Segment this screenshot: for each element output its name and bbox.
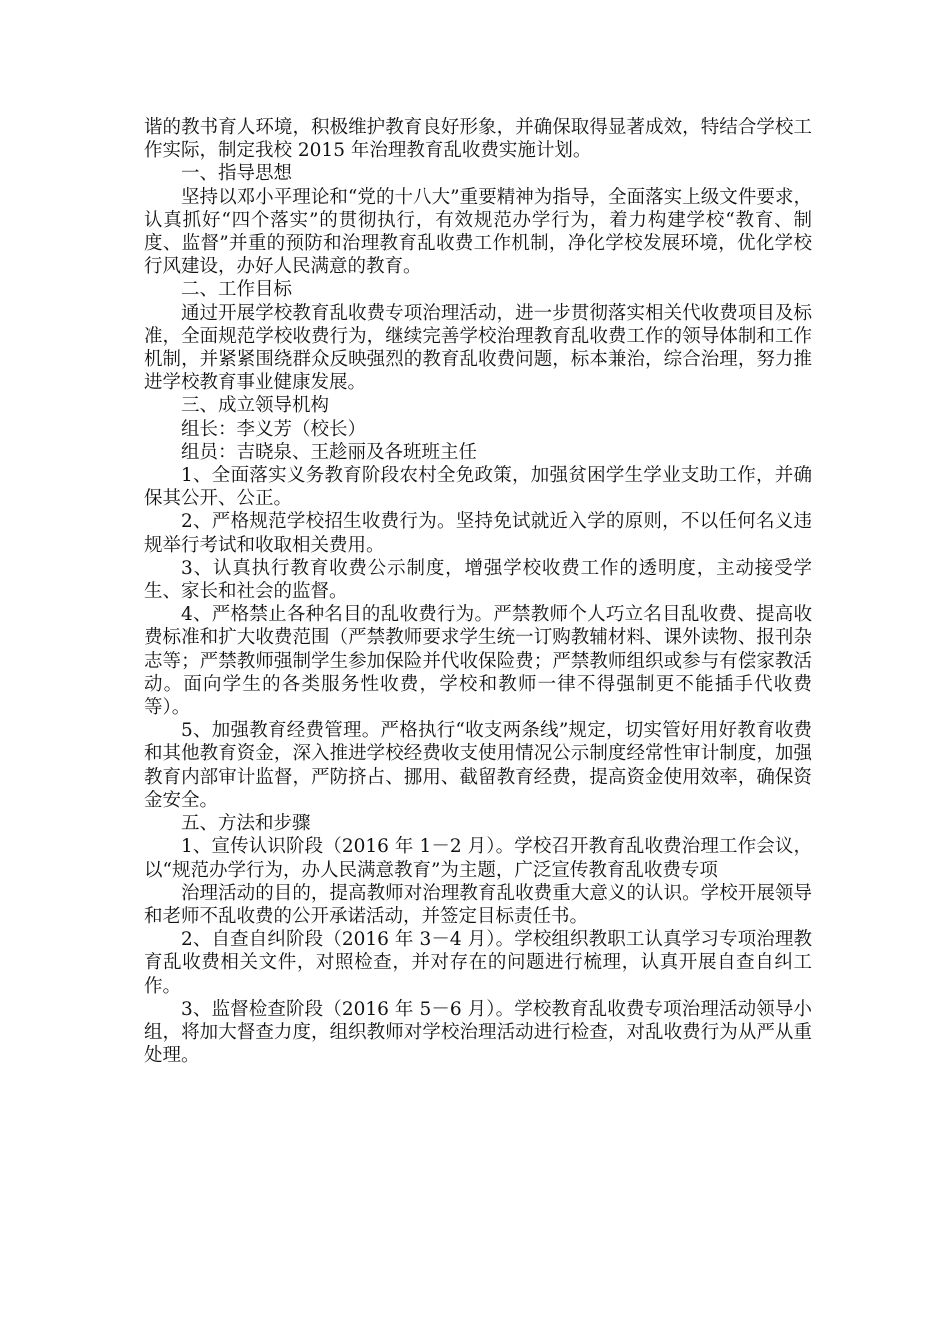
- step-1-continued: 治理活动的目的，提高教师对治理教育乱收费重大意义的认识。学校开展领导和老师不乱收费的公开承诺活动，并签定目标责任书。: [144, 882, 812, 927]
- step-3-supervision: 3、监督检查阶段（2016 年 5－6 月）。学校教育乱收费专项治理活动领导小组，将加大督查力度，组织教师对学校治理活动进行检查，对乱收费行为从严从重处理。: [144, 998, 812, 1067]
- heading-guiding-ideology: 一、指导思想: [181, 163, 293, 185]
- list-item-4: 4、严格禁止各种名目的乱收费行为。严禁教师个人巧立名目乱收费、提高收费标准和扩大收费范围（严禁教师要求学生统一订购教辅材料、课外读物、报刊杂志等；严禁教师强制学生参加保险并代收保险费；严禁教师组织或参与有偿家教活动。面向学生的各类服务性收费，学校和教师一律不得强制更不能插手代收费等）。: [144, 604, 812, 719]
- heading-work-goals: 二、工作目标: [181, 279, 293, 301]
- step-2-self-check: 2、自查自纠阶段（2016 年 3－4 月）。学校组织教职工认真学习专项治理教育乱收费相关文件，对照检查，并对存在的问题进行梳理，认真开展自查自纠工作。: [144, 929, 812, 997]
- heading-methods-steps: 五、方法和步骤: [181, 813, 311, 835]
- list-item-1: 1、全面落实义务教育阶段农村全免政策，加强贫困学生学业支助工作，并确保其公开、公正。: [144, 465, 812, 510]
- paragraph-team-leader: 组长：李义芳（校长）: [181, 418, 367, 440]
- list-item-3: 3、认真执行教育收费公示制度，增强学校收费工作的透明度，主动接受学生、家长和社会的监督。: [144, 557, 812, 603]
- document-page: [144, 116, 812, 1067]
- heading-leadership: 三、成立领导机构: [181, 395, 330, 417]
- paragraph-intro-continued: 谐的教书育人环境，积极维护教育良好形象，并确保取得显著成效，特结合学校工作实际，制定我校 2015 年治理教育乱收费实施计划。: [144, 117, 812, 162]
- list-item-2: 2、严格规范学校招生收费行为。坚持免试就近入学的原则，不以任何名义违规举行考试和收取相关费用。: [144, 511, 812, 556]
- paragraph-work-goals: 通过开展学校教育乱收费专项治理活动，进一步贯彻落实相关代收费项目及标准，全面规范学校收费行为，继续完善学校治理教育乱收费工作的领导体制和工作机制，并紧紧围绕群众反映强烈的教育乱收费问题，标本兼治，综合治理，努力推进学校教育事业健康发展。: [144, 302, 812, 394]
- paragraph-team-members: 组员：吉晓泉、王趁丽及各班班主任: [181, 441, 478, 463]
- paragraph-guiding-ideology: 坚持以邓小平理论和“党的十八大”重要精神为指导，全面落实上级文件要求，认真抓好“四个落实”的贯彻执行，有效规范办学行为，着力构建学校“教育、制度、监督”并重的预防和治理教育乱收费工作机制，净化学校发展环境，优化学校行风建设，办好人民满意的教育。: [144, 186, 812, 278]
- step-1-publicity: 1、宣传认识阶段（2016 年 1－2 月）。学校召开教育乱收费治理工作会议，以“规范办学行为，办人民满意教育”为主题，广泛宣传教育乱收费专项: [144, 836, 812, 881]
- list-item-5: 5、加强教育经费管理。严格执行“收支两条线”规定，切实管好用好教育收费和其他教育资金，深入推进学校经费收支使用情况公示制度经常性审计制度，加强教育内部审计监督，严防挤占、挪用、截留教育经费，提高资金使用效率，确保资金安全。: [144, 720, 812, 811]
